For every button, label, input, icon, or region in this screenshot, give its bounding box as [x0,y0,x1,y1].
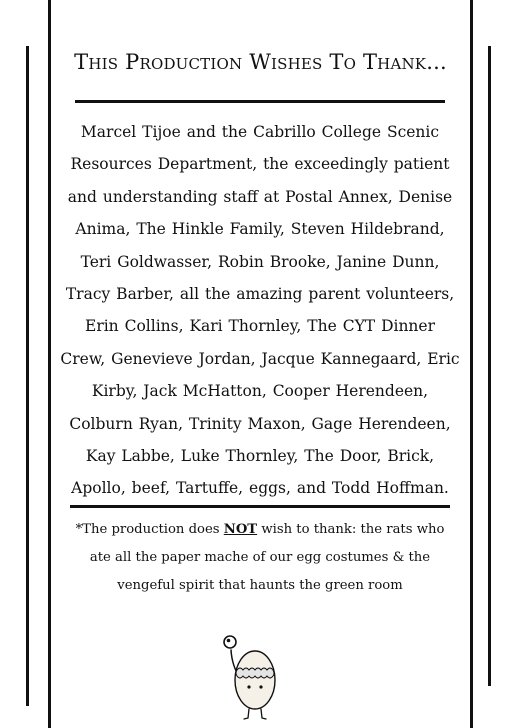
right-outer-rule [488,46,491,686]
middle-divider [70,505,450,508]
footnote [70,516,450,600]
footnote-prefix: *The production does [75,522,224,537]
top-divider [75,100,445,103]
footnote-emphasis: NOT [223,522,258,537]
page-title: This Production Wishes To Thank... [74,50,447,74]
egg-character-icon [218,626,288,722]
left-outer-rule [26,46,29,706]
right-inner-rule [470,0,473,728]
footnote-suffix: wish to thank: the rats who ate all the paper mache of our egg costumes & the vengeful spirit that haunts the green room [89,522,445,593]
thanks-paragraph: Marcel Tijoe and the Cabrillo College Scenic Resources Department, the exceedingly patient and understanding staff at Postal Annex, Denise Anima, The Hinkle Family, Steven Hildebrand, Teri Goldwasser, Robin Brooke, Janine Dunn, Tracy Barber, all the amazing parent volunteers, Erin Collins, Kari Thornley, The CYT Dinner Crew, Genevieve Jordan, Jacque Kannegaard, Eric Kirby, Jack McHatton, Cooper Herendeen, Colburn Ryan, Trinity Maxon, Gage Herendeen, Kay Labbe, Luke Thornley, The Door, Brick, Apollo, beef, Tartuffe, eggs, and Todd Hoffman. [60,123,460,498]
left-inner-rule [48,0,51,728]
